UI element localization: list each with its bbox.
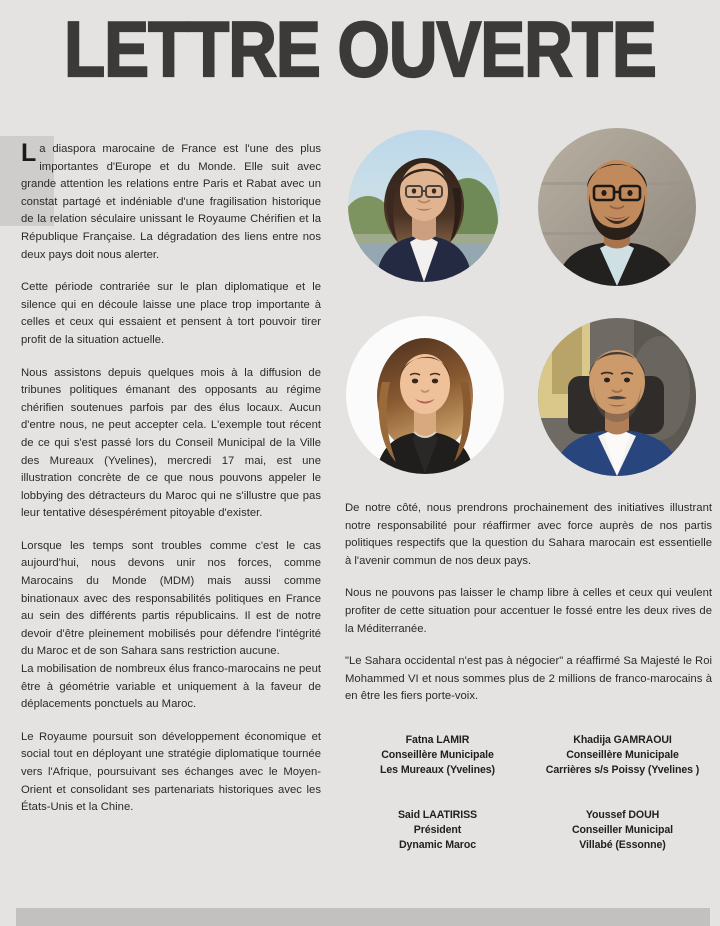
signatory-name: Youssef DOUH — [585, 808, 660, 821]
portrait-khadija-gamraoui-row-partner — [538, 128, 696, 286]
paragraph: Cette période contrariée sur le plan diplomatique et le silence qui en découle laisse une place trop importante à celles et ceux qui essaient et pensent à tort pouvoir tirer profit de la situation actuelle. — [21, 281, 321, 346]
paragraph-text: a diaspora marocaine de France est l'une des plus importantes d'Europe et du Monde. Elle suit avec grande attention les relations entre Paris et Rabat avec un constat partagé et indéniable d'une fragilisation historique de la relation séculaire unissant le Royaume Chérifien et la République Française. La dégradation des liens entre nos deux pays doit nous alerter. — [21, 143, 321, 261]
signatory-row — [345, 733, 715, 779]
signatory-row — [345, 808, 715, 854]
signatory-name: Khadija GAMRAOUI — [573, 734, 672, 746]
paragraph: De notre côté, nous prendrons prochainement des initiatives illustrant notre responsabilité pour réaffirmer avec force auprès de nos partis politiques respectifs que la question du Sahara marocain est essentielle à l'avenir commun de nos deux pays. — [345, 502, 712, 567]
portrait-grid — [346, 128, 712, 480]
page-title: LETTRE OUVERTE — [64, 5, 656, 93]
signatory-place: Dynamic Maroc — [398, 839, 476, 852]
left-text-column — [21, 141, 321, 817]
page-title-container — [0, 5, 720, 93]
signatory-place: Villabé (Essonne) — [579, 839, 666, 852]
portrait-youssef-douh — [538, 318, 696, 476]
footer-band — [16, 908, 710, 926]
right-text-column — [345, 500, 712, 706]
signatory-role: Conseillère Municipale — [566, 749, 679, 762]
signatory-place: Carrières s/s Poissy (Yvelines ) — [545, 764, 700, 777]
paragraph: Nous assistons depuis quelques mois à la diffusion de tribunes politiques émanant des opposants au régime chérifien soutenues parfois par des élus locaux. Aucun d'entre nous, ne peut accepter cela. L'exemple tout récent de ce qui s'est passé lors du Conseil Municipal de la Ville des Mureaux (Yvelines), mercredi 17 mai, est une illustration concrète de ce que nous pouvons appeler le lobbying des détracteurs du Maroc qui ne s'illustre que pas leur tentative désespérément pitoyable d'exister. — [21, 366, 321, 520]
signatory-name: Fatna LAMIR — [405, 734, 470, 746]
portrait-said-laatiriss-row-partner — [346, 316, 504, 474]
signatory-said-laatiriss — [345, 808, 530, 854]
portrait-fatna-lamir — [348, 130, 500, 282]
signatory-place: Les Mureaux (Yvelines) — [380, 764, 495, 777]
paragraph: Le Royaume poursuit son développement économique et social tout en déployant une stratégie diplomatique tournée vers l'Afrique, poursuivant ses échanges avec le Moyen-Orient et consolidant ses partenariats historiques avec les États-Unis et la Chine. — [21, 730, 321, 814]
paragraph: Lorsque les temps sont troubles comme c'est le cas aujourd'hui, nous devons unir nos forces, comme Marocains du Monde (MDM) mais aussi comme binationaux avec des responsabilités politiques en France au sein des différents partis républicains. Il est de notre devoir d'être pleinement mobilisés pour défendre l'intégrité du Maroc et de son Sahara sans restriction aucune. — [21, 539, 321, 658]
signatory-role: Président — [413, 823, 462, 836]
paragraph — [21, 141, 321, 264]
signatories-block — [345, 733, 715, 853]
dropcap-letter: L — [21, 139, 37, 167]
signatory-youssef-douh — [530, 808, 715, 854]
signatory-name: Said LAATIRISS — [397, 808, 478, 821]
paragraph: Nous ne pouvons pas laisser le champ libre à celles et ceux qui veulent profiter de cette situation pour accentuer le fossé entre les deux rives de la Méditerranée. — [345, 587, 712, 635]
signatory-role: Conseillère Municipale — [381, 749, 494, 762]
signatory-fatna-lamir — [345, 733, 530, 779]
paragraph: "Le Sahara occidental n'est pas à négocier" a réaffirmé Sa Majesté le Roi Mohammed VI et nous sommes plus de 2 millions de franco-marocains à en être les fiers porte-voix. — [345, 655, 712, 703]
signatory-khadija-gamraoui — [530, 733, 715, 779]
signatory-role: Conseiller Municipal — [571, 823, 673, 836]
paragraph: La mobilisation de nombreux élus franco-marocains ne peut être à géométrie variable et uniquement à la faveur de déplacements ponctuels au Maroc. — [21, 663, 321, 711]
